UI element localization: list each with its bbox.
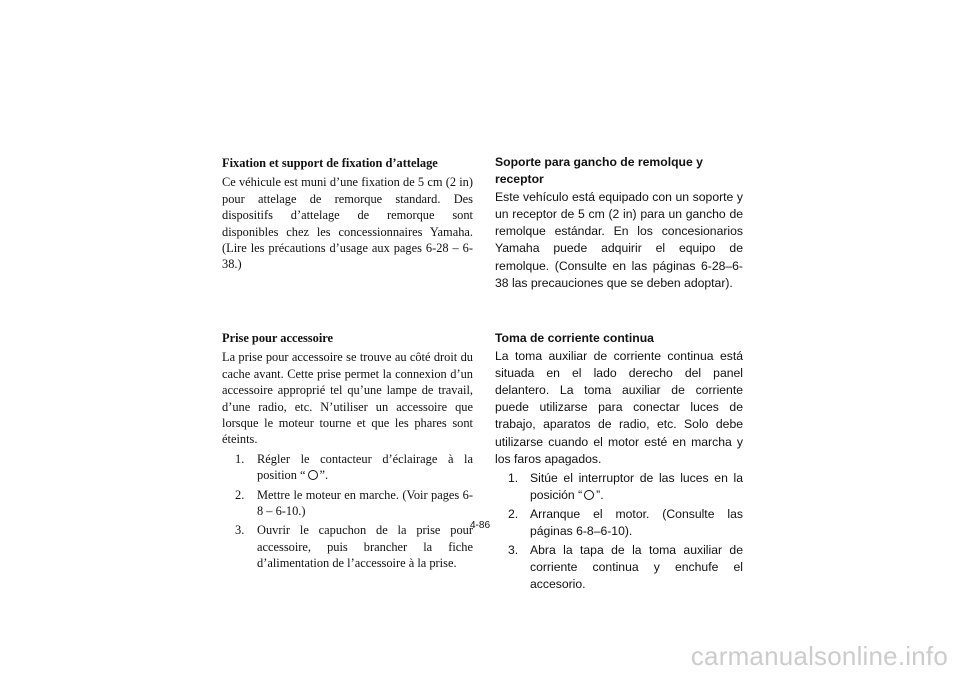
fr-outlet-section xyxy=(222,330,473,572)
es-outlet-paragraph: La toma auxiliar de corriente continua está situada en el lado derecho del panel delantero. La toma auxiliar de corriente puede utilizarse para conectar luces de trabajo, aparatos de radio, etc. Solo debe utilizarse cuando el motor esté en marcha y los faros apagados. xyxy=(495,349,743,466)
list-item xyxy=(222,451,473,484)
step-text-end: ”. xyxy=(319,468,329,483)
step-number: 2. xyxy=(235,487,245,502)
step-text-end: ”. xyxy=(596,487,604,502)
fr-hitch-section xyxy=(222,155,473,273)
step-text: Régler le contacteur d’éclairage à la position “ xyxy=(257,451,473,483)
list-item xyxy=(222,487,473,520)
es-hitch-section xyxy=(495,154,743,292)
es-outlet-heading: Toma de corriente continua xyxy=(495,331,654,345)
fr-outlet-steps xyxy=(222,451,473,572)
step-number: 2. xyxy=(508,506,519,521)
step-text: Sitúe el interruptor de las luces en la posición “ xyxy=(530,470,743,502)
es-hitch-paragraph: Este vehículo está equipado con un soporte y un receptor de 5 cm (2 in) para un gancho de remolque estándar. En los concesionarios Yamaha puede adquirir el equipo de remolque. (Consulte en las páginas 6-28–6-38 las precauciones que se deben adoptar). xyxy=(495,190,743,290)
step-number: 1. xyxy=(235,451,245,466)
list-item xyxy=(495,470,743,504)
fr-outlet-paragraph: La prise pour accessoire se trouve au côté droit du cache avant. Cette prise permet la connexion d’un accessoire approprié tel qu’une lampe de travail, d’une radio, etc. N’utiliser un accessoire que lorsque le moteur tourne et que les phares sont éteints. xyxy=(222,350,473,447)
list-item xyxy=(222,522,473,571)
es-outlet-section xyxy=(495,330,743,593)
step-text: Arranque el motor. (Consulte las páginas 6-8–6-10). xyxy=(530,506,743,539)
step-text: Abra la tapa de la toma auxiliar de corriente continua y enchufe el accesorio. xyxy=(530,543,743,592)
step-number: 1. xyxy=(508,470,519,485)
page-number: 4-86 xyxy=(470,520,491,531)
es-hitch-heading: Soporte para gancho de remolque y receptor xyxy=(495,155,703,187)
list-item xyxy=(495,506,743,540)
light-off-position-icon xyxy=(584,490,594,500)
step-number: 3. xyxy=(508,543,519,558)
step-text: Mettre le moteur en marche. (Voir pages 6-8 – 6-10.) xyxy=(257,487,473,519)
watermark[interactable]: carmanualsonline.info xyxy=(690,641,948,671)
fr-outlet-heading: Prise pour accessoire xyxy=(222,331,334,345)
light-off-position-icon xyxy=(308,470,318,480)
es-outlet-steps xyxy=(495,470,743,594)
fr-hitch-heading: Fixation et support de fixation d’attelage xyxy=(222,156,438,170)
step-number: 3. xyxy=(235,523,245,538)
step-text: Ouvrir le capuchon de la prise pour accessoire, puis brancher la fiche d’alimentation de l’accessoire à la prise. xyxy=(257,523,473,571)
fr-hitch-paragraph: Ce véhicule est muni d’une fixation de 5 cm (2 in) pour attelage de remorque standard. Des dispositifs d’attelage de remorque sont disponibles chez les concessionnaires Yamaha. (Lire les précautions d’usage aux pages 6-28 – 6-38.) xyxy=(222,175,473,272)
list-item xyxy=(495,542,743,593)
